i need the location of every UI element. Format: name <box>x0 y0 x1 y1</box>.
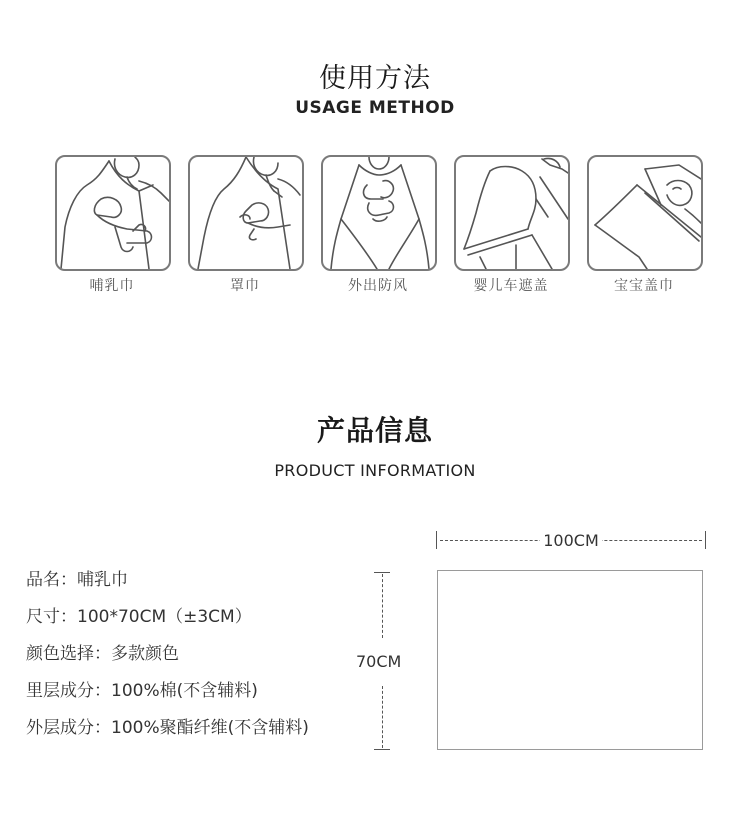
height-dimension-top-tick <box>374 572 390 573</box>
usage-title: 使用方法 <box>319 63 431 94</box>
usage-label-nursing: 哺乳巾 <box>89 278 135 294</box>
usage-item-stroller <box>454 155 568 295</box>
baby-blanket-icon <box>587 155 703 271</box>
nursing-cover-icon <box>55 155 171 271</box>
usage-label-cover: 罩巾 <box>230 278 260 294</box>
product-info-list <box>26 567 309 752</box>
cover-icon <box>188 155 304 271</box>
product-title: 产品信息 <box>316 414 433 447</box>
info-color: 颜色选择：多款颜色 <box>26 644 179 664</box>
windproof-icon <box>321 155 437 271</box>
usage-icon-row <box>55 155 705 295</box>
usage-item-cover <box>188 155 302 295</box>
usage-item-nursing <box>55 155 169 295</box>
height-dimension-bottom-tick <box>374 749 390 750</box>
usage-label-stroller: 婴儿车遮盖 <box>473 278 549 294</box>
width-label: 100CM <box>540 531 602 550</box>
usage-subtitle: USAGE METHOD <box>295 98 455 118</box>
info-product-name: 品名：哺乳巾 <box>26 570 128 590</box>
stroller-cover-icon <box>454 155 570 271</box>
height-dimension-line-bottom <box>382 686 383 748</box>
height-dimension-line-top <box>382 574 383 638</box>
usage-label-blanket: 宝宝盖巾 <box>614 278 674 294</box>
width-dimension <box>436 529 706 553</box>
info-inner-material: 里层成分：100%棉(不含辅料) <box>26 681 258 701</box>
usage-item-windproof <box>321 155 435 295</box>
usage-label-windproof: 外出防风 <box>348 278 408 294</box>
info-size: 尺寸：100*70CM（±3CM） <box>26 607 252 627</box>
info-outer-material: 外层成分：100%聚酯纤维(不含辅料) <box>26 718 309 738</box>
usage-item-blanket <box>587 155 701 295</box>
product-subtitle: PRODUCT INFORMATION <box>274 461 476 480</box>
height-label: 70CM <box>356 652 402 671</box>
cloth-size-diagram <box>437 570 703 750</box>
height-dimension <box>356 570 410 752</box>
